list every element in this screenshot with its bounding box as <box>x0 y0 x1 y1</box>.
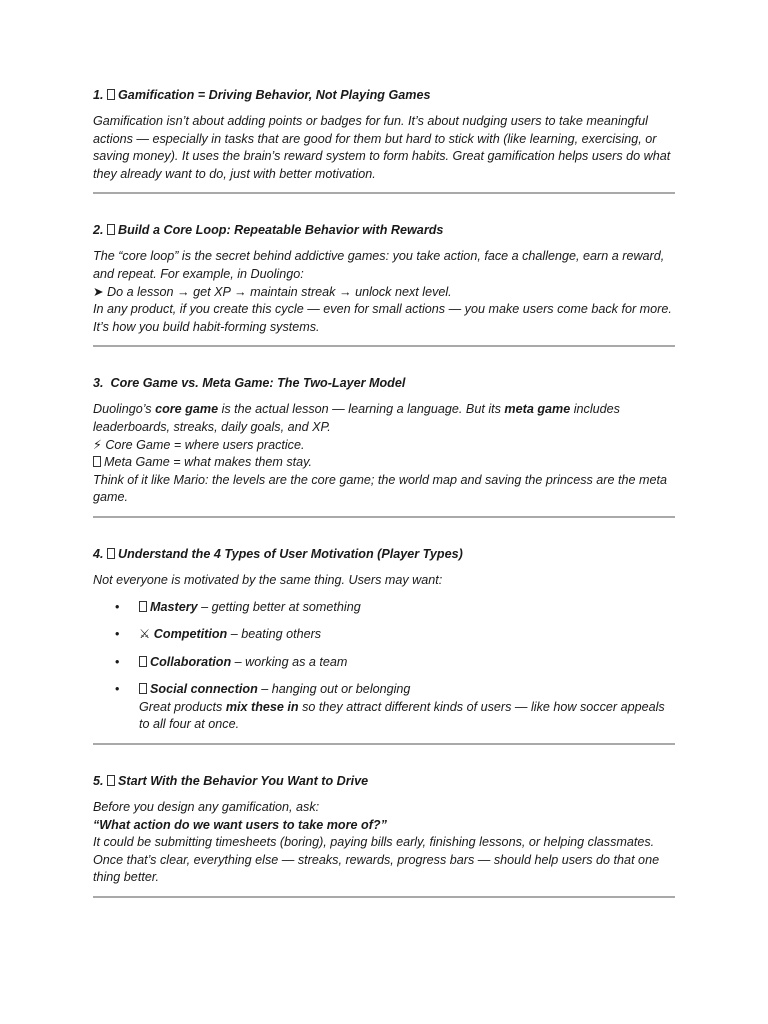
key-question: “What action do we want users to take more of?” <box>93 817 387 832</box>
section-number: 3. <box>93 376 104 391</box>
section-3 <box>93 374 675 507</box>
section-1 <box>93 86 675 183</box>
type-term: Collaboration <box>150 654 232 669</box>
text-run: Meta Game = what makes them stay. <box>104 455 312 470</box>
list-item <box>93 654 675 672</box>
section-1-body: Gamification isn’t about adding points or badges for fun. It’s about nudging users to take meaningful actions — especially in tasks that are good for them but hard to stick with (like learning, exercising, or saving money). It uses the brain’s reward system to form habits. Great gamification helps users do what they already want to do, just with better motivation. <box>93 114 671 181</box>
section-number: 1. <box>93 88 104 102</box>
section-title: Start With the Behavior You Want to Drive <box>118 774 369 789</box>
list-item <box>93 626 675 644</box>
missing-glyph-icon <box>107 548 115 559</box>
text-run: so they attract different kinds of users — like how soccer appeals to all four at once. <box>139 699 665 732</box>
section-4 <box>93 545 675 734</box>
missing-glyph-icon <box>107 89 115 100</box>
player-types-list <box>93 599 675 735</box>
text-run: is the actual lesson — learning a language. But its <box>218 402 505 417</box>
missing-glyph-icon <box>107 775 115 786</box>
bullet: • <box>115 627 120 642</box>
divider <box>93 345 675 347</box>
divider <box>93 192 675 194</box>
divider <box>93 743 675 745</box>
text-run: includes leaderboards, streaks, daily goals, and XP. <box>93 402 620 434</box>
divider <box>93 896 675 898</box>
missing-glyph-icon <box>107 224 115 235</box>
list-item <box>93 599 675 617</box>
section-title: Build a Core Loop: Repeatable Behavior with Rewards <box>118 223 444 238</box>
section-2-body <box>93 248 675 336</box>
section-2-heading <box>93 221 675 239</box>
meta-game-line <box>93 454 675 472</box>
text-run: Great products <box>139 699 226 714</box>
missing-glyph-icon <box>139 656 147 667</box>
core-game-line: ⚡ Core Game = where users practice. <box>93 437 305 452</box>
body-line: The “core loop” is the secret behind addictive games: you take action, face a challenge, earn a reward, and repeat. For example, in Duolingo: <box>93 249 665 281</box>
type-desc: – getting better at something <box>197 599 361 614</box>
type-desc: – hanging out or belonging <box>257 682 411 697</box>
divider <box>93 516 675 518</box>
section-title: Gamification = Driving Behavior, Not Playing Games <box>118 88 431 102</box>
body-line: In any product, if you create this cycle — even for small actions — you make users come back for more. It’s how you build habit-forming systems. <box>93 302 672 334</box>
body-line: Before you design any gamification, ask: <box>93 800 320 815</box>
type-term: Social connection <box>150 682 258 697</box>
type-term: Mastery <box>150 599 198 614</box>
section-title: Core Game vs. Meta Game: The Two-Layer Model <box>110 376 406 391</box>
bullet: • <box>115 599 120 614</box>
section-4-intro: Not everyone is motivated by the same thing. Users may want: <box>93 572 443 587</box>
body-line <box>93 401 675 436</box>
text-run: Duolingo’s <box>93 402 156 417</box>
core-game-term: core game <box>155 402 219 417</box>
type-term: Competition <box>153 627 228 642</box>
section-2 <box>93 221 675 336</box>
document-page <box>93 86 675 925</box>
body-line: It could be submitting timesheets (boring), paying bills early, finishing lessons, or helping classmates. Once that’s clear, everything else — streaks, rewards, progress bars — should help users do that one thing better. <box>93 835 660 885</box>
list-item <box>93 681 675 734</box>
bullet: • <box>115 654 120 669</box>
section-3-heading <box>93 374 675 392</box>
emphasis: mix these in <box>225 699 299 714</box>
body-line: Think of it like Mario: the levels are the core game; the world map and saving the princess are the meta game. <box>93 472 667 505</box>
section-1-heading <box>93 86 675 104</box>
section-4-heading <box>93 545 675 563</box>
section-number: 5. <box>93 774 104 789</box>
missing-glyph-icon <box>93 456 101 467</box>
core-loop-example: ➤ Do a lesson → get XP → maintain streak → unlock next level. <box>93 284 452 299</box>
missing-glyph-icon <box>139 683 147 694</box>
meta-game-term: meta game <box>504 402 571 417</box>
section-5-heading <box>93 772 675 790</box>
section-title: Understand the 4 Types of User Motivation (Player Types) <box>118 546 463 561</box>
section-5 <box>93 772 675 887</box>
section-4-outro <box>139 699 675 734</box>
type-desc: – beating others <box>227 627 322 642</box>
missing-glyph-icon <box>139 601 147 612</box>
section-5-body <box>93 799 675 887</box>
bullet: • <box>115 682 120 697</box>
type-desc: – working as a team <box>231 654 348 669</box>
section-3-body <box>93 401 675 507</box>
section-number: 4. <box>93 546 104 561</box>
section-number: 2. <box>93 223 104 238</box>
crossed-swords-icon: ⚔ <box>139 627 151 642</box>
